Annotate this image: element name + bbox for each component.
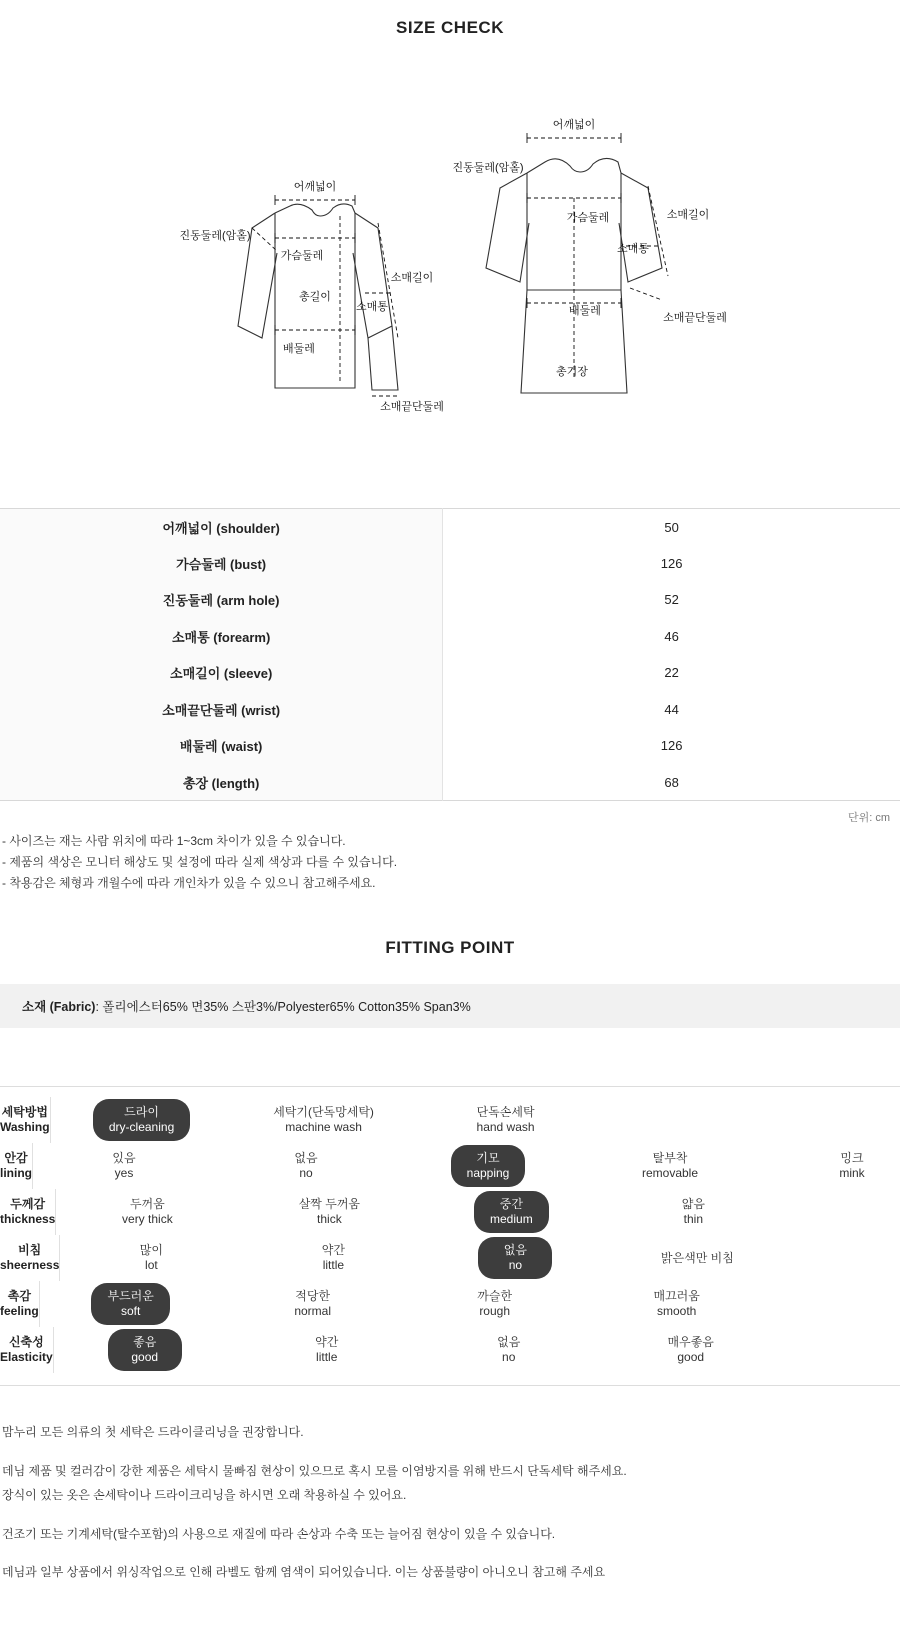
size-note-line: - 제품의 색상은 모니터 해상도 및 설정에 따라 실제 색상과 다를 수 있습니다. — [2, 855, 398, 869]
size-row-value: 44 — [664, 701, 679, 717]
fitting-option-en: hand wash — [476, 1120, 535, 1134]
fitting-row — [0, 1281, 900, 1327]
fitting-option-ko: 세탁기(단독망세탁) — [273, 1105, 374, 1119]
fitting-point-title: FITTING POINT — [385, 938, 515, 957]
fitting-option-selected[interactable] — [420, 1191, 602, 1233]
fitting-row-options — [54, 1329, 900, 1371]
fabric-bar — [0, 984, 900, 1028]
fitting-row-label — [0, 1327, 54, 1373]
fitting-row-label-ko: 안감 — [4, 1151, 28, 1165]
fitting-option-ko: 약간 — [321, 1243, 345, 1257]
fitting-option[interactable] — [761, 1151, 900, 1181]
fitting-option-selected[interactable] — [397, 1145, 579, 1187]
care-note-line: 건조기 또는 기계세탁(탈수포함)의 사용으로 재질에 따라 손상과 수축 또는 늘어짐 현상이 있을 수 있습니다. — [2, 1526, 556, 1541]
unit-note: 단위: cm — [847, 812, 890, 824]
diagram2-label-bust: 가슴둘레 — [566, 212, 610, 224]
fitting-option-en: removable — [641, 1166, 699, 1180]
fitting-option-ko: 밍크 — [840, 1151, 864, 1165]
table-row — [0, 582, 900, 619]
fitting-option-text — [602, 1197, 784, 1227]
fitting-option[interactable] — [586, 1289, 768, 1319]
table-row — [0, 728, 900, 765]
diagram2-label-shoulder: 어깨넓이 — [552, 119, 596, 131]
size-row-label: 진동둘레 (arm hole) — [0, 582, 443, 619]
fitting-option-text — [761, 1151, 900, 1181]
fitting-option-ko: 기모 — [476, 1151, 500, 1165]
fitting-option-text — [415, 1105, 597, 1135]
fitting-option-ko: 없음 — [503, 1243, 527, 1257]
fitting-option[interactable] — [415, 1105, 597, 1135]
size-diagram-area — [0, 38, 900, 508]
fitting-option[interactable] — [215, 1151, 397, 1181]
diagram-label-waist: 배둘레 — [283, 343, 315, 355]
size-row-label: 가슴둘레 (bust) — [0, 545, 443, 582]
fitting-option-en: normal — [294, 1304, 332, 1318]
care-note-line: 맘누리 모든 의류의 첫 세탁은 드라이클리닝을 권장합니다. — [2, 1425, 304, 1439]
fitting-row-label-ko: 비침 — [18, 1243, 42, 1257]
fitting-row-label-ko: 촉감 — [7, 1289, 31, 1303]
fitting-option-ko: 얇음 — [681, 1197, 705, 1211]
fitting-option[interactable] — [33, 1151, 215, 1181]
fitting-row-label-ko: 세탁방법 — [1, 1105, 48, 1119]
size-row-value: 126 — [660, 738, 683, 754]
fitting-row — [0, 1235, 900, 1281]
fitting-option-text — [418, 1335, 600, 1365]
fitting-option-en: machine wash — [285, 1120, 362, 1134]
diagram-label-shoulder: 어깨넓이 — [293, 181, 337, 193]
fitting-option-ko: 있음 — [112, 1151, 136, 1165]
fitting-option[interactable] — [238, 1197, 420, 1227]
size-row-label: 소매길이 (sleeve) — [0, 655, 443, 692]
fitting-option[interactable] — [579, 1151, 761, 1181]
fitting-option-text — [91, 1283, 169, 1325]
diagram-label-length: 총길이 — [299, 291, 331, 303]
fitting-option-en: no — [502, 1350, 516, 1364]
fitting-option-en: little — [316, 1350, 338, 1364]
care-note-line: 장식이 있는 옷은 손세탁이나 드라이크리닝을 하시면 오래 착용하실 수 있어요. — [2, 1488, 407, 1503]
fitting-option-ko: 적당한 — [295, 1289, 331, 1303]
fitting-option-ko: 매우좋음 — [667, 1335, 714, 1349]
fitting-option[interactable] — [404, 1289, 586, 1319]
fitting-row-label — [0, 1235, 60, 1281]
size-row-label: 배둘레 (waist) — [0, 728, 443, 765]
fitting-option-text — [579, 1151, 761, 1181]
size-row-label: 총장 (length) — [0, 764, 443, 801]
fitting-option-en: smooth — [656, 1304, 697, 1318]
diagram-label-forearm: 소매통 — [356, 301, 388, 313]
fitting-option-text — [242, 1243, 424, 1273]
fitting-option-text — [108, 1329, 182, 1371]
fitting-option-text — [56, 1197, 238, 1227]
fitting-option-ko: 중간 — [499, 1197, 523, 1211]
fitting-option-ko: 까슬한 — [477, 1289, 513, 1303]
fitting-option-ko: 매끄러움 — [653, 1289, 700, 1303]
fitting-option[interactable] — [418, 1335, 600, 1365]
size-check-title: SIZE CHECK — [396, 18, 504, 37]
fitting-option-text — [60, 1243, 242, 1273]
size-row-value: 50 — [664, 519, 679, 535]
fitting-option-ko: 단독손세탁 — [476, 1105, 535, 1119]
fitting-option-en: thin — [683, 1212, 704, 1226]
diagram2-label-sleeve: 소매길이 — [666, 209, 710, 221]
size-row-label: 소매끝단둘레 (wrist) — [0, 691, 443, 728]
fitting-row-label-en: Washing — [0, 1120, 50, 1134]
fitting-option-text — [93, 1099, 190, 1141]
fitting-option-text — [451, 1145, 526, 1187]
size-row-label: 어깨넓이 (shoulder) — [0, 509, 443, 546]
fitting-row-options — [51, 1099, 900, 1141]
fabric-label: 소재 (Fabric) — [22, 1000, 96, 1014]
diagram-label-armhole: 진동둘레(암홀) — [179, 230, 251, 242]
fitting-row-label-en: sheerness — [0, 1258, 60, 1272]
fitting-option-en: no — [508, 1258, 523, 1272]
garment-measure-diagram — [0, 38, 900, 508]
fitting-option-en: good — [677, 1350, 705, 1364]
size-row-value: 68 — [664, 774, 679, 790]
fitting-option[interactable] — [602, 1197, 784, 1227]
fitting-option-en: no — [299, 1166, 313, 1180]
table-row — [0, 509, 900, 546]
fitting-option-text — [606, 1251, 788, 1266]
fitting-row-label-en: Elasticity — [0, 1350, 53, 1364]
fitting-option-en: thick — [317, 1212, 342, 1226]
fitting-option-en: dry-cleaning — [108, 1120, 175, 1134]
fitting-option-ko: 없음 — [497, 1335, 521, 1349]
fitting-option[interactable] — [60, 1243, 242, 1273]
fitting-option-en: very thick — [122, 1212, 173, 1226]
fitting-option-en: soft — [121, 1304, 141, 1318]
fitting-option-text — [600, 1335, 782, 1365]
fitting-option-selected[interactable] — [51, 1099, 233, 1141]
fitting-option[interactable] — [600, 1335, 782, 1365]
fitting-option[interactable] — [222, 1289, 404, 1319]
fitting-row-label-en: lining — [0, 1166, 32, 1180]
table-row — [0, 545, 900, 582]
fitting-option-text — [586, 1289, 768, 1319]
fitting-row — [0, 1189, 900, 1235]
size-note-line: - 착용감은 체형과 개월수에 따라 개인차가 있을 수 있으니 참고해주세요. — [2, 876, 376, 890]
size-row-value: 46 — [664, 628, 679, 644]
diagram2-label-total-length: 총기장 — [556, 366, 588, 378]
fitting-option-ko: 많이 — [139, 1243, 163, 1257]
fitting-option-text — [238, 1197, 420, 1227]
size-table — [0, 508, 900, 801]
fitting-option-ko: 부드러운 — [107, 1289, 154, 1303]
fitting-row-label-ko: 두께감 — [10, 1197, 46, 1211]
size-row-label: 소매통 (forearm) — [0, 618, 443, 655]
fitting-option-text — [233, 1105, 415, 1135]
table-row — [0, 764, 900, 801]
fitting-option-selected[interactable] — [40, 1283, 222, 1325]
fitting-option-selected[interactable] — [54, 1329, 236, 1371]
fitting-option-ko: 살짝 두꺼움 — [298, 1197, 360, 1211]
fitting-row-options — [33, 1145, 900, 1187]
fitting-option-ko: 약간 — [315, 1335, 339, 1349]
size-note-line: - 사이즈는 재는 사람 위치에 따라 1~3cm 차이가 있을 수 있습니다. — [2, 834, 346, 848]
table-row — [0, 691, 900, 728]
care-note-line: 데님과 일부 상품에서 위싱작업으로 인해 라벨도 함께 염색이 되어있습니다. 이는 상품불량이 아니오니 참고해 주세요 — [2, 1565, 606, 1580]
fitting-row-label-ko: 신축성 — [8, 1335, 44, 1349]
fitting-option[interactable] — [242, 1243, 424, 1273]
fitting-option-ko: 두꺼움 — [129, 1197, 165, 1211]
diagram-label-bust: 가슴둘레 — [280, 250, 324, 262]
fitting-row-options — [56, 1191, 900, 1233]
fitting-option-en: lot — [145, 1258, 158, 1272]
fitting-row-label — [0, 1189, 56, 1235]
fitting-row — [0, 1327, 900, 1373]
fitting-row-label — [0, 1097, 51, 1143]
fitting-option-text — [474, 1191, 549, 1233]
fitting-option-text — [236, 1335, 418, 1365]
diagram2-label-armhole: 진동둘레(암홀) — [452, 162, 524, 174]
fitting-row — [0, 1143, 900, 1189]
fitting-option-en: good — [131, 1350, 159, 1364]
fitting-option[interactable] — [233, 1105, 415, 1135]
fitting-option-en: little — [322, 1258, 345, 1272]
care-note-line: 데님 제품 및 컬러감이 강한 제품은 세탁시 물빠짐 현상이 있으므로 혹시 모를 이염방지를 위해 반드시 단독세탁 해주세요. — [2, 1463, 627, 1478]
diagram2-label-forearm: 소매통 — [617, 243, 649, 255]
fitting-option[interactable] — [236, 1335, 418, 1365]
diagram-label-wrist: 소매끝단둘레 — [380, 401, 444, 413]
fitting-option-ko: 탈부착 — [652, 1151, 688, 1165]
fitting-row — [0, 1097, 900, 1143]
fitting-row-options — [40, 1283, 900, 1325]
size-row-value: 126 — [660, 555, 683, 571]
fitting-option-text — [478, 1237, 552, 1279]
fitting-option-text — [33, 1151, 215, 1181]
fitting-option-en: mink — [839, 1166, 865, 1180]
table-row — [0, 618, 900, 655]
fitting-option-ko: 좋음 — [133, 1335, 157, 1349]
fitting-option-ko: 없음 — [294, 1151, 318, 1165]
fitting-option-en: rough — [479, 1304, 511, 1318]
fitting-option-ko: 밝은색만 비침 — [660, 1250, 734, 1265]
fitting-option-text — [215, 1151, 397, 1181]
diagram-label-sleeve: 소매길이 — [390, 272, 434, 284]
fitting-option-en: medium — [490, 1212, 533, 1226]
fitting-point-grid — [0, 1086, 900, 1386]
fitting-row-label — [0, 1143, 33, 1189]
fitting-row-label — [0, 1281, 40, 1327]
fitting-option-en: napping — [466, 1166, 510, 1180]
fitting-row-options — [60, 1237, 900, 1279]
table-row — [0, 655, 900, 692]
fitting-option[interactable] — [56, 1197, 238, 1227]
fitting-option-en: yes — [114, 1166, 134, 1180]
fabric-value: : 폴리에스터65% 면35% 스판3%/Polyester65% Cotton35% Span3% — [95, 1000, 471, 1014]
diagram2-label-wrist: 소매끝단둘레 — [663, 312, 727, 324]
fitting-option[interactable] — [606, 1251, 788, 1266]
fitting-option-ko: 드라이 — [124, 1105, 159, 1119]
fitting-row-label-en: thickness — [0, 1212, 56, 1226]
care-instructions — [0, 1386, 900, 1629]
fitting-option-selected[interactable] — [424, 1237, 606, 1279]
fitting-row-label-en: feeling — [0, 1304, 39, 1318]
fitting-option-text — [404, 1289, 586, 1319]
size-row-value: 52 — [664, 592, 679, 608]
fitting-option-text — [222, 1289, 404, 1319]
size-notes — [0, 825, 900, 894]
size-row-value: 22 — [664, 665, 679, 681]
diagram2-label-waist: 배둘레 — [569, 305, 601, 317]
